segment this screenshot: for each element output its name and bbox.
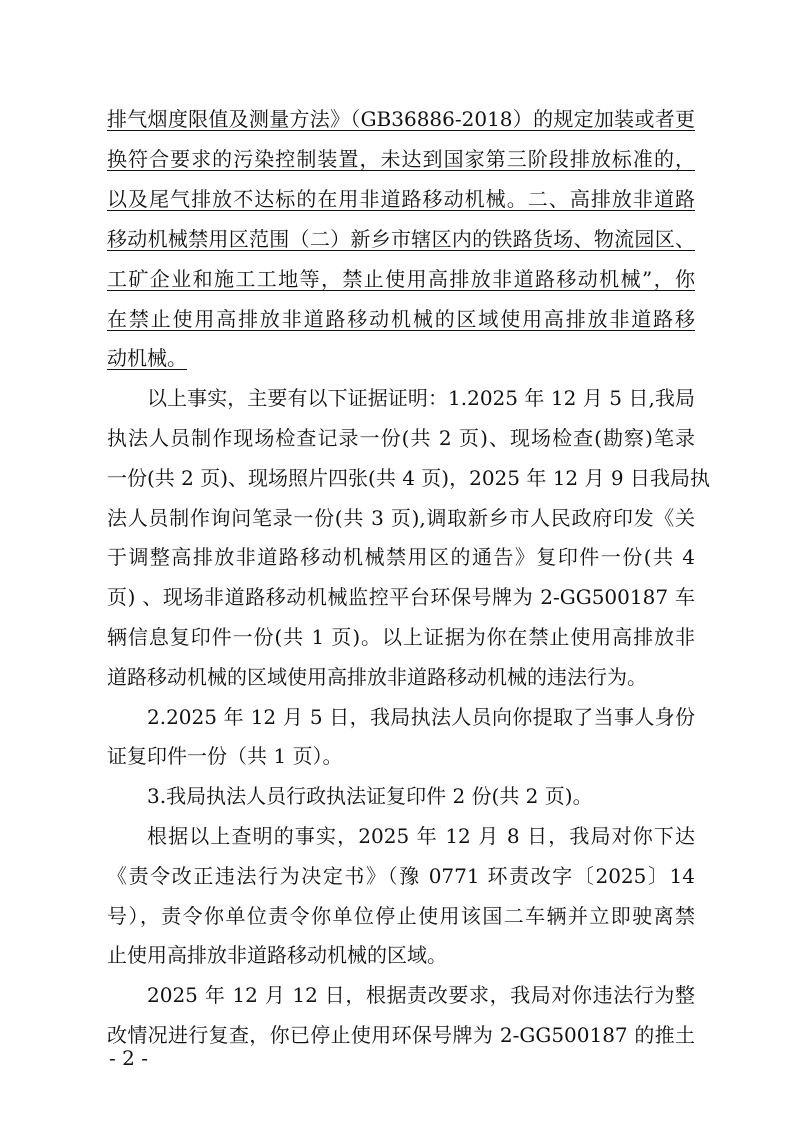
- text-line: 2.2025 年 12 月 5 日，我局执法人员向你提取了当事人身份: [147, 705, 695, 729]
- text-line: 《责令改正违法行为决定书》（豫 0771 环责改字〔2025〕14: [107, 864, 695, 888]
- text-line: 于调整高排放非道路移动机械禁用区的通告》复印件一份(共 4: [107, 545, 695, 569]
- text-line: 以及尾气排放不达标的在用非道路移动机械。二、高排放非道路: [107, 187, 695, 211]
- text-line: 2025 年 12 月 12 日，根据责改要求，我局对你违法行为整: [147, 983, 695, 1007]
- text-line: 止使用高排放非道路移动机械的区域。: [107, 943, 447, 967]
- page-number: - 2 -: [109, 1046, 148, 1070]
- text-line: 道路移动机械的区域使用高排放非道路移动机械的违法行为。: [107, 665, 647, 689]
- text-line: 辆信息复印件一份(共 1 页)。以上证据为你在禁止使用高排放非: [107, 625, 695, 649]
- text-line: 排气烟度限值及测量方法》（GB36886-2018）的规定加装或者更: [107, 107, 695, 131]
- text-line: 一份(共 2 页)、现场照片四张(共 4 页)，2025 年 12 月 9 日我局执: [107, 466, 710, 490]
- text-line: 证复印件一份（共 1 页）。: [107, 744, 343, 768]
- text-line: 动机械。: [107, 346, 187, 370]
- text-line: 号），责令你单位责令你单位停止使用该国二车辆并立即驶离禁: [107, 904, 695, 928]
- text-line: 页) 、现场非道路移动机械监控平台环保号牌为 2-GG500187 车: [107, 585, 695, 609]
- text-line: 移动机械禁用区范围（二）新乡市辖区内的铁路货场、物流园区、: [107, 227, 695, 251]
- text-line: 以上事实，主要有以下证据证明：1.2025 年 12 月 5 日,我局: [147, 386, 695, 410]
- text-line: 执法人员制作现场检查记录一份(共 2 页)、现场检查(勘察)笔录: [107, 426, 695, 450]
- text-line: 在禁止使用高排放非道路移动机械的区域使用高排放非道路移: [107, 307, 695, 331]
- text-line: 工矿企业和施工工地等，禁止使用高排放非道路移动机械”，你: [107, 267, 695, 291]
- text-line: 根据以上查明的事实，2025 年 12 月 8 日，我局对你下达: [147, 824, 695, 848]
- text-line: 换符合要求的污染控制装置，未达到国家第三阶段排放标准的，: [107, 147, 695, 171]
- text-line: 法人员制作询问笔录一份(共 3 页),调取新乡市人民政府印发《关: [107, 506, 695, 530]
- text-line: 改情况进行复查，你已停止使用环保号牌为 2-GG500187 的推土: [107, 1023, 695, 1047]
- text-line: 3.我局执法人员行政执法证复印件 2 份(共 2 页)。: [147, 784, 593, 808]
